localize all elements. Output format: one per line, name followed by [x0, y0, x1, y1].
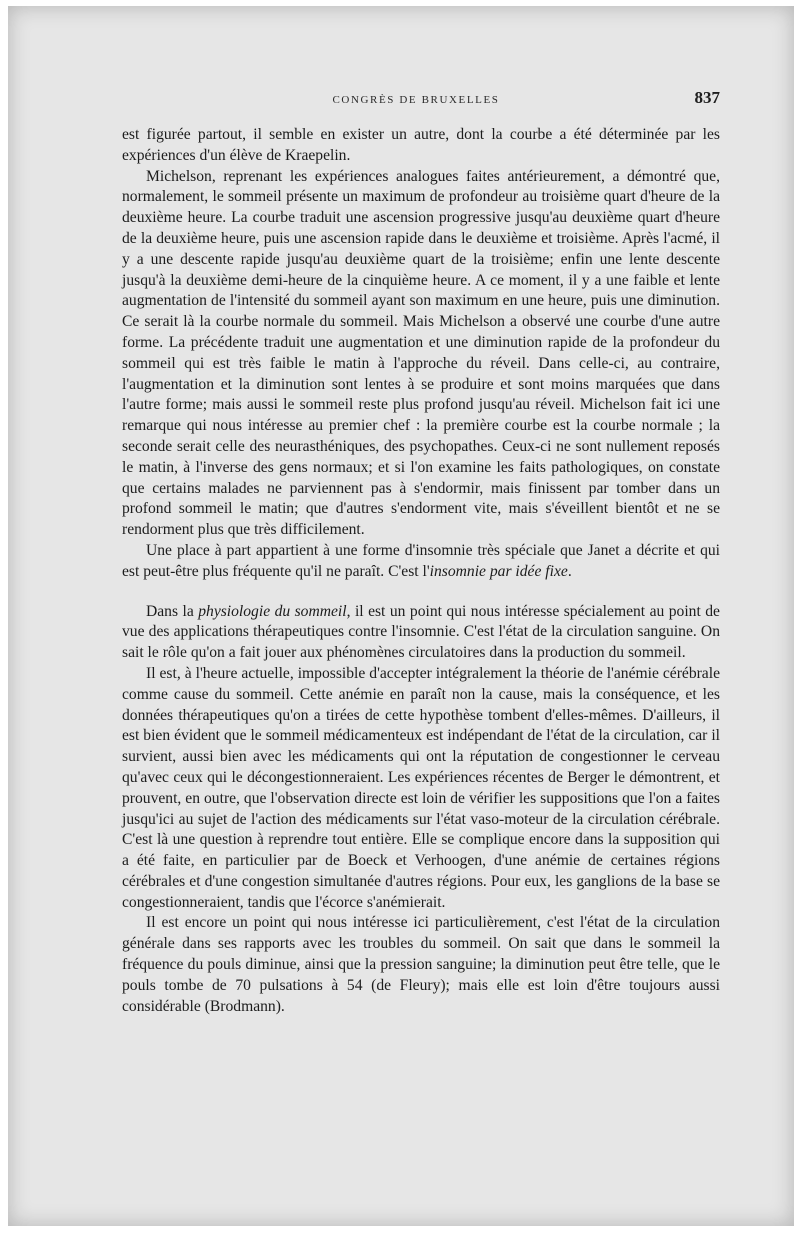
- paragraph-physiologie-end: , il est un point qui nous intéresse spécialement au point de vue des applications thérapeutiques contre l'insomnie. C'est l'état de la circulation sanguine. On sait le rôle qu'on a fait jouer aux phénomènes circulatoires dans la production du sommeil.: [122, 602, 720, 662]
- paragraph-continued: est figurée partout, il semble en exister un autre, dont la courbe a été déterminée par les expériences d'un élève de Kraepelin.: [122, 126, 720, 164]
- paragraph-janet: [122, 541, 720, 583]
- text-body: [122, 125, 720, 1017]
- page-header: [112, 88, 720, 112]
- running-title: CONGRÈS DE BRUXELLES: [332, 94, 500, 106]
- paragraph-janet-end: .: [567, 562, 572, 580]
- paragraph-physiologie-italic: physiologie du sommeil: [198, 602, 347, 620]
- paragraph-physiologie: [122, 602, 720, 664]
- paragraph-circulation: Il est encore un point qui nous intéresse ici particulièrement, c'est l'état de la circulation générale dans ses rapports avec les troubles du sommeil. On sait que dans le sommeil la fréquence du pouls diminue, ainsi que la pression sanguine; la diminution peut être telle, que le pouls tombe de 70 pulsations à 54 (de Fleury); mais elle est loin d'être toujours aussi considérable (Brodmann).: [122, 914, 720, 1015]
- paragraph-janet-italic: insomnie par idée fixe: [429, 562, 568, 580]
- paragraph-physiologie-text: Dans la: [146, 602, 199, 620]
- page-number: 837: [694, 88, 720, 107]
- paragraph-janet-text: Une place à part appartient à une forme d'insomnie très spéciale que Janet a décrite et qui est peut-être plus fréquente qu'il ne paraît. C'est l': [122, 541, 720, 580]
- paragraph-michelson: Michelson, reprenant les expériences analogues faites antérieurement, a démontré que, normalement, le sommeil présente un maximum de profondeur au troisième quart d'heure de la deuxième heure. La courbe traduit une ascension progressive jusqu'au deuxième quart d'heure de la deuxième heure, puis une ascension rapide dans le deuxième et troisième. Après l'acmé, il y a une descente rapide jusqu'au deuxième quart de la troisième; enfin une lente descente jusqu'à la deuxième demi-heure de la cinquième heure. A ce moment, il y a une faible et lente augmentation de l'intensité du sommeil ayant son maximum en une heure, puis une diminution. Ce serait là la courbe normale du sommeil. Mais Michelson a observé une courbe d'une autre forme. La précédente traduit une augmentation et une diminution rapide de la profondeur du sommeil qui est très faible le matin à l'approche du réveil. Dans celle-ci, au contraire, l'augmentation et la diminution sont lentes à se produire et sont moins marquées que dans l'autre forme; mais aussi le sommeil reste plus profond jusqu'au réveil. Michelson fait ici une remarque qui nous intéresse au premier chef : la première courbe est la courbe normale ; la seconde serait celle des neurasthéniques, des psychopathes. Ceux-ci ne sont nullement reposés le matin, à l'inverse des gens normaux; et si l'on examine les faits pathologiques, on constate que certains malades ne parviennent pas à s'endormir, mais finissent par tomber dans un profond sommeil le matin; que d'autres s'endorment vite, mais s'éveillent bientôt et ne se rendorment plus que très difficilement.: [122, 167, 720, 539]
- paragraph-anemie: Il est, à l'heure actuelle, impossible d'accepter intégralement la théorie de l'anémie cérébrale comme cause du sommeil. Cette anémie en paraît non la cause, mais la conséquence, et les données thérapeutiques qu'on a tirées de cette hypothèse tombent d'elles-mêmes. D'ailleurs, il est bien évident que le sommeil médicamenteux est indépendant de l'état de la circulation, car il survient, aussi bien avec les médicaments qui ont la réputation de congestionner le cerveau qu'avec ceux qui le décongestionneraient. Les expériences récentes de Berger le démontrent, et prouvent, en outre, que l'observation directe est loin de vérifier les suppositions que l'on a faites jusqu'ici au sujet de l'action des médicaments sur l'état vaso-moteur de la circulation cérébrale. C'est là une question à reprendre tout entière. Elle se complique encore dans la supposition qui a été faite, en particulier par de Boeck et Verhoogen, d'une anémie de certaines régions cérébrales et d'une congestion simultanée d'autres régions. Pour eux, les ganglions de la base se congestionneraient, tandis que l'écorce s'anémierait.: [122, 664, 720, 911]
